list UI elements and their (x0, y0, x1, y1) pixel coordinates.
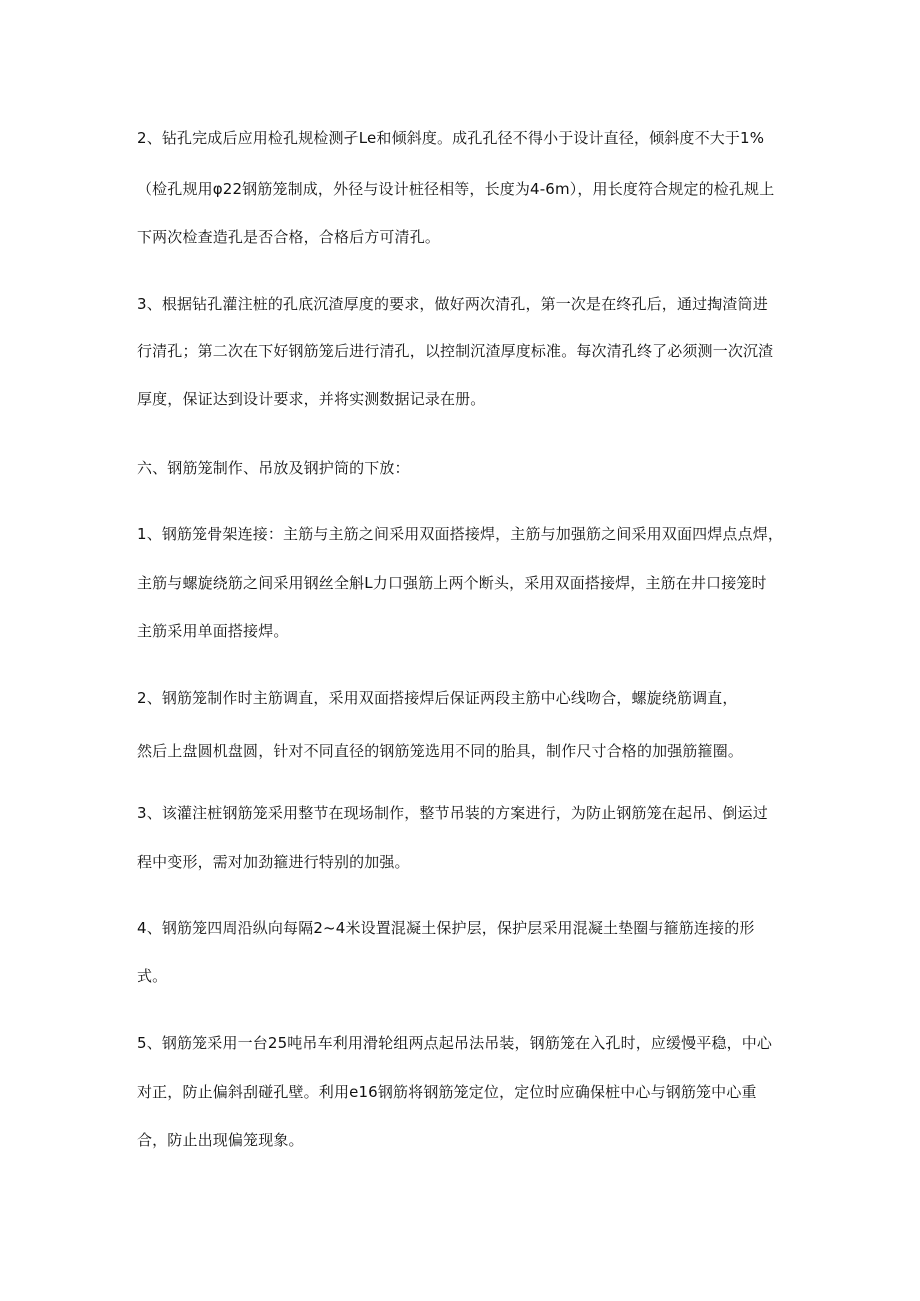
text-line: 行清孔；第二次在下好钢筋笼后进行清孔，以控制沉渣厚度标准。每次清孔终了必须测一次沉渣 (137, 342, 774, 360)
text-line: 对正，防止偏斜刮碰孔壁。利用e16钢筋将钢筋笼定位，定位时应确保桩中心与钢筋笼中心重 (137, 1083, 757, 1101)
text-line: 2、钻孔完成后应用检孔规检测孑Le和倾斜度。成孔孔径不得小于设计直径，倾斜度不大于1% (137, 129, 765, 147)
text-line: 厚度，保证达到设计要求，并将实测数据记录在册。 (137, 390, 486, 408)
text-line: 然后上盘圆机盘圆，针对不同直径的钢筋笼选用不同的胎具，制作尺寸合格的加强筋箍圈。 (137, 742, 744, 760)
section-heading: 六、钢筋笼制作、吊放及钢护筒的下放： (137, 459, 410, 477)
text-line: 主筋采用单面搭接焊。 (137, 622, 289, 640)
text-line: 3、根据钻孔灌注桩的孔底沉渣厚度的要求，做好两次清孔，第一次是在终孔后，通过掏渣筒进 (137, 295, 768, 313)
text-line: （检孔规用φ22钢筋笼制成，外径与设计桩径相等，长度为4-6m），用长度符合规定的检孔规上 (137, 180, 775, 198)
text-line: 4、钢筋笼四周沿纵向每隔2~4米设置混凝土保护层，保护层采用混凝土垫圈与箍筋连接的形 (137, 919, 755, 937)
text-line: 下两次检查造孔是否合格，合格后方可清孔。 (137, 228, 441, 246)
text-line: 2、钢筋笼制作时主筋调直，采用双面搭接焊后保证两段主筋中心线吻合，螺旋绕筋调直， (137, 689, 738, 707)
text-line: 5、钢筋笼采用一台25吨吊车利用滑轮组两点起吊法吊装，钢筋笼在入孔时，应缓慢平稳，中心 (137, 1034, 773, 1052)
text-line: 主筋与螺旋绕筋之间采用钢丝全斛L力口强筋上两个断头，采用双面搭接焊，主筋在井口接笼时 (137, 574, 767, 592)
text-line: 合，防止出现偏笼现象。 (137, 1131, 304, 1149)
text-line: 式。 (137, 967, 168, 985)
text-line: 3、该灌注桩钢筋笼采用整节在现场制作，整节吊装的方案进行，为防止钢筋笼在起吊、倒运过 (137, 804, 768, 822)
text-line: 程中变形，需对加劲箍进行特别的加强。 (137, 853, 410, 871)
text-line: 1、钢筋笼骨架连接：主筋与主筋之间采用双面搭接焊，主筋与加强筋之间采用双面四焊点点焊， (137, 525, 783, 543)
